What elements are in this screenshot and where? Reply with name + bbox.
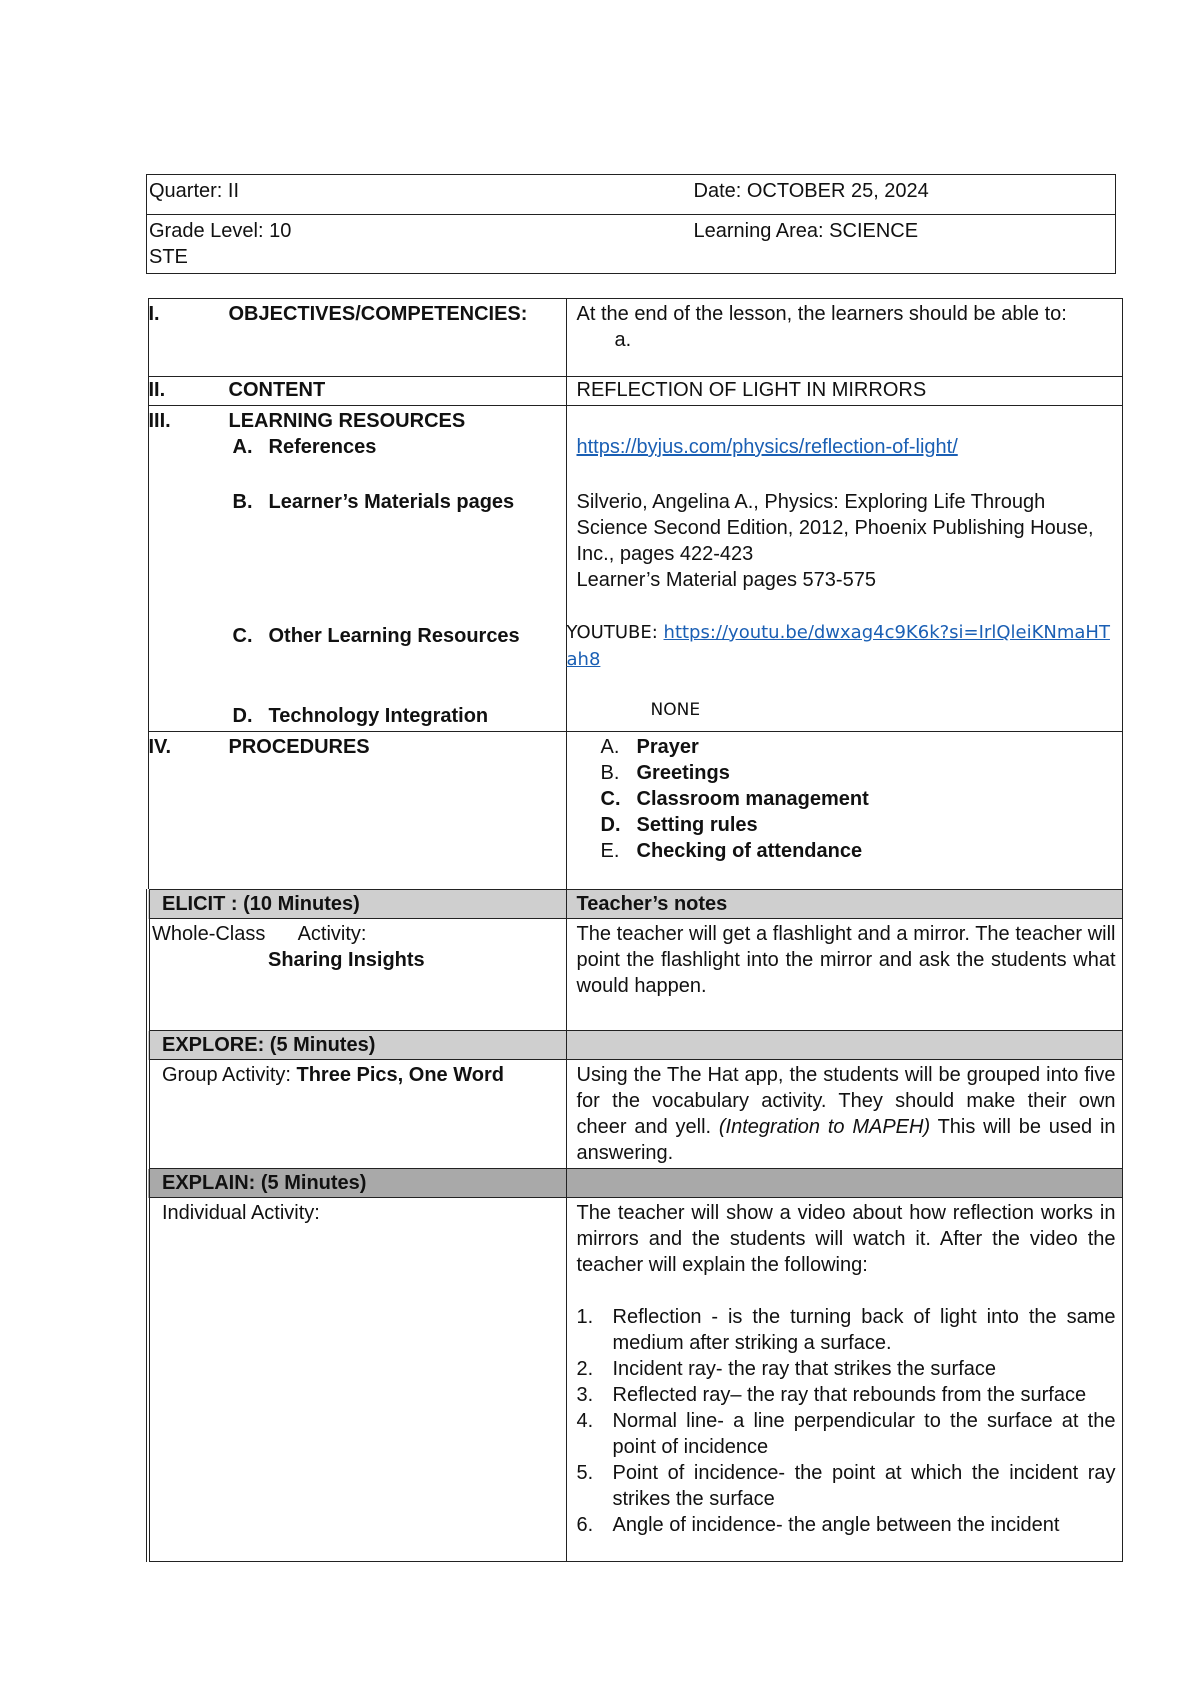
grade-level-text: Grade Level: 10 [149,220,292,242]
explore-heading: EXPLORE: (5 Minutes) [148,1031,566,1060]
resources-b-label: B. Learner’s Materials pages [232,491,515,513]
elicit-row [148,919,1122,1031]
procedure-item: D. Setting rules [600,814,758,836]
lesson-plan-table [146,298,1123,1562]
procedure-item: B. Greetings [600,762,730,784]
content-value: REFLECTION OF LIGHT IN MIRRORS [576,379,927,401]
list-item: 6. Angle of incidence- the angle between the incident [576,1514,1060,1536]
content-value-cell [566,377,1122,406]
elicit-activity-name: Sharing Insights [268,949,425,971]
content-row [148,377,1122,406]
procedures-label: PROCEDURES [228,736,370,758]
youtube-link[interactable]: https://youtu.be/dwxag4c9K6k?si=IrlQleiKNmaHTah8 [566,622,1110,670]
explain-header-row [148,1169,1122,1198]
objectives-value-cell [566,299,1122,377]
objectives-label-cell [148,299,566,377]
elicit-activity-label: Whole-Class Activity: [152,923,367,945]
content-label-cell [148,377,566,406]
references-link[interactable]: https://byjus.com/physics/reflection-of-light/ [576,436,958,458]
learning-area-cell [694,215,1116,274]
resources-d-label: D. Technology Integration [232,705,489,727]
grade-level-cell [147,215,694,274]
procedures-list [577,734,1116,864]
resources-value-cell [566,406,1122,732]
explore-header-empty [566,1031,1122,1060]
content-numeral: II. [148,379,166,401]
objectives-row [148,299,1122,377]
list-item: 2. Incident ray- the ray that strikes the surface [576,1358,997,1380]
list-item: 5. Point of incidence- the point at which the incident ray strikes the surface [576,1462,1116,1510]
explore-header-row [148,1031,1122,1060]
explore-row [148,1060,1122,1169]
elicit-activity-cell [148,919,566,1031]
procedure-item: C. Classroom management [600,788,869,810]
teachers-notes-heading: Teacher’s notes [566,890,1122,919]
explore-notes: Using the The Hat app, the students will be grouped into five for the vocabulary activity. They should make their own cheer and yell. (Integration to MAPEH) This will be used in answering. [566,1060,1122,1169]
learning-area-text: Learning Area: SCIENCE [693,220,919,242]
explore-activity-label: Group Activity: [162,1064,297,1086]
explain-activity-label: Individual Activity: [162,1202,320,1224]
explore-activity-name: Three Pics, One Word [296,1064,504,1086]
list-item: 4. Normal line- a line perpendicular to the surface at the point of incidence [576,1410,1116,1458]
explain-row [148,1198,1122,1562]
youtube-prefix: YOUTUBE: [566,622,664,643]
date-text: Date: OCTOBER 25, 2024 [693,180,929,202]
explain-activity-cell [148,1198,566,1562]
resources-a-label: A. References [232,436,377,458]
explain-terms-list [577,1304,1116,1538]
objectives-numeral: I. [148,303,160,325]
explain-header-empty [566,1169,1122,1198]
youtube-resource [567,619,1116,673]
procedures-numeral: IV. [148,736,172,758]
explore-activity-cell [148,1060,566,1169]
resources-numeral: III. [148,410,171,432]
technology-integration-value: NONE [650,700,701,720]
objectives-item-a: a. [614,329,632,351]
objectives-text: At the end of the lesson, the learners should be able to: [576,303,1067,325]
resources-label-cell [148,406,566,732]
resources-row [148,406,1122,732]
procedure-item: A. Prayer [600,736,699,758]
explain-notes-cell [566,1198,1122,1562]
procedures-list-cell [566,732,1122,890]
elicit-header-row [148,890,1122,919]
content-label: CONTENT [228,379,326,401]
learners-materials-pages: Learner’s Material pages 573-575 [576,569,876,591]
grade-level-strand: STE [149,246,188,268]
elicit-notes: The teacher will get a flashlight and a mirror. The teacher will point the flashlight into the mirror and ask the students what would happen. [566,919,1122,1031]
list-item: 3. Reflected ray– the ray that rebounds from the surface [576,1384,1087,1406]
quarter-cell [147,175,694,215]
list-item: 1. Reflection - is the turning back of light into the same medium after striking a surface. [576,1306,1116,1354]
resources-label: LEARNING RESOURCES [228,410,466,432]
elicit-heading: ELICIT : (10 Minutes) [148,890,566,919]
header-table [146,174,1116,274]
procedures-label-cell [148,732,566,890]
explain-intro: The teacher will show a video about how reflection works in mirrors and the students will watch it. After the video the teacher will explain the following: [576,1202,1116,1276]
procedure-item: E. Checking of attendance [600,840,863,862]
learners-materials-text: Silverio, Angelina A., Physics: Exploring Life Through Science Second Edition, 2012, Phoenix Publishing House, Inc., pages 422-423 [576,491,1094,565]
quarter-text: Quarter: II [149,180,240,202]
resources-c-label: C. Other Learning Resources [232,625,520,647]
date-cell [694,175,1116,215]
objectives-label: OBJECTIVES/COMPETENCIES: [228,303,528,325]
procedures-row [148,732,1122,890]
explain-heading: EXPLAIN: (5 Minutes) [148,1169,566,1198]
